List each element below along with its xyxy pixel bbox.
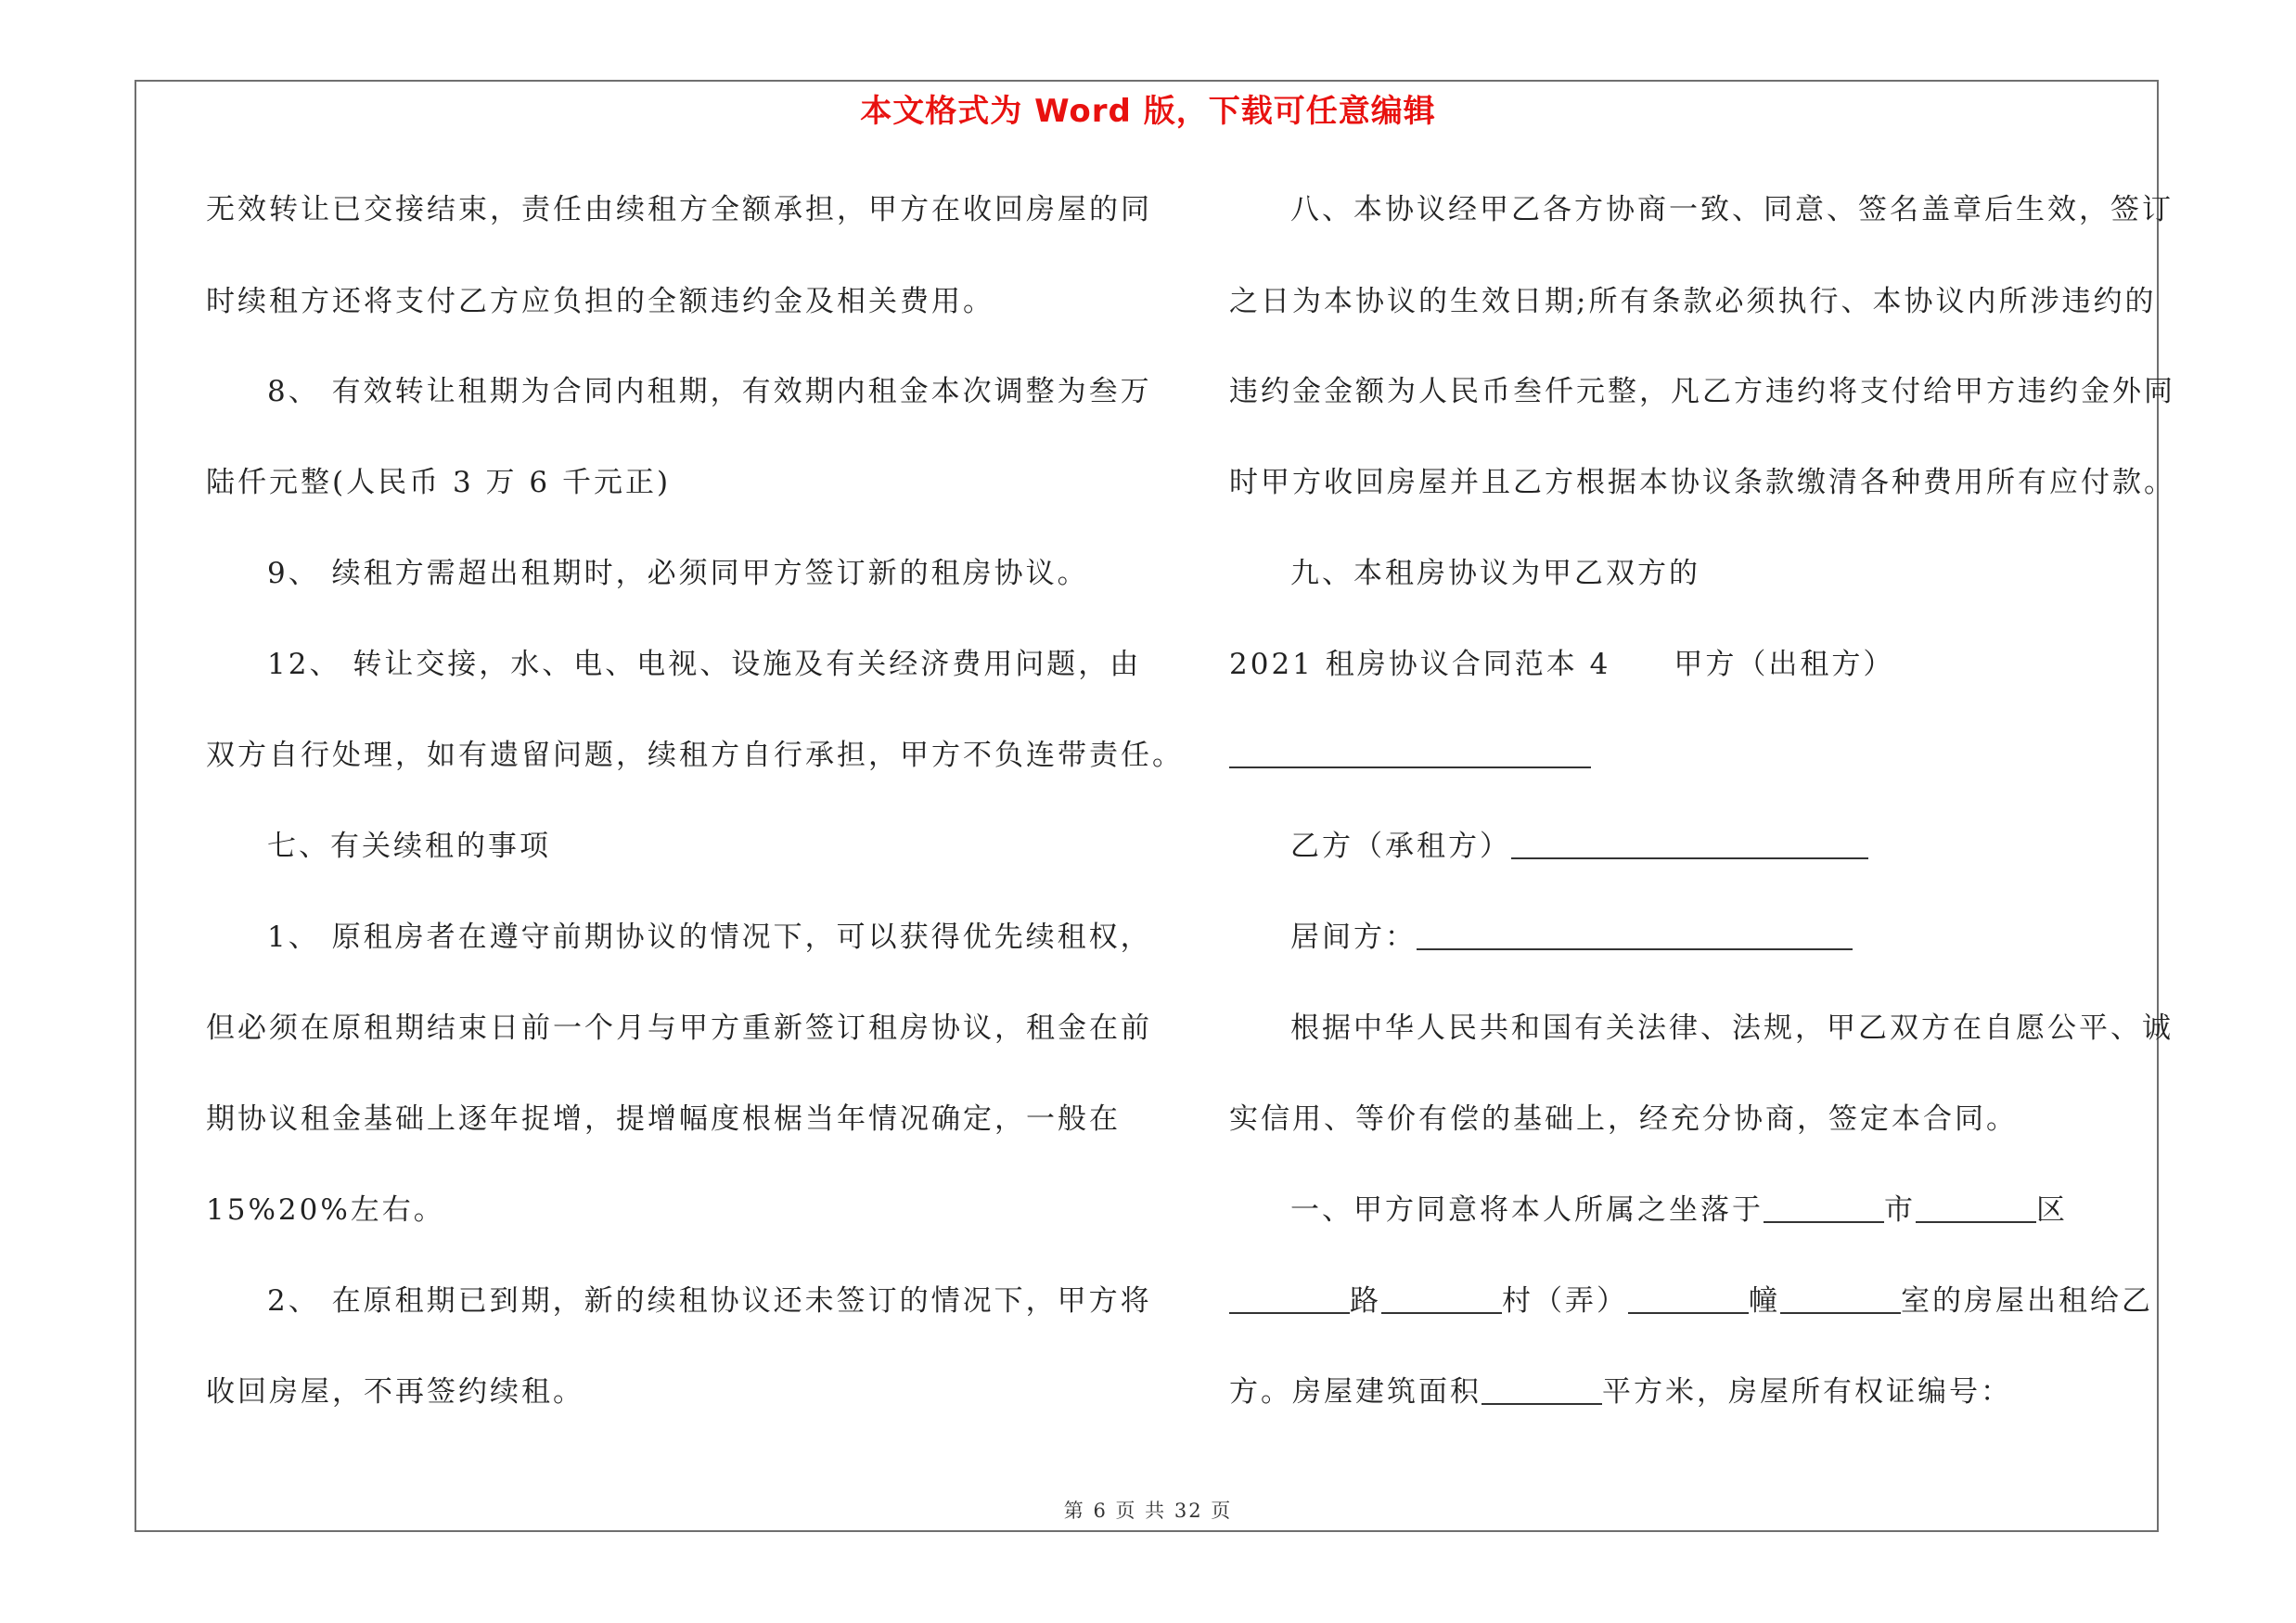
text-line: 8、 有效转让租期为合同内租期，有效期内租金本次调整为叁万 xyxy=(267,375,1152,408)
text-line: 15%20%左右。 xyxy=(206,1193,445,1227)
fill-blank[interactable] xyxy=(1417,921,1853,950)
text-line: 之日为本协议的生效日期;所有条款必须执行、本协议内所涉违约的 xyxy=(1229,285,2157,318)
text-line: 收回房屋，不再签约续租。 xyxy=(206,1375,584,1409)
clause-text: 方。房屋建筑面积 xyxy=(1229,1375,1481,1409)
text-line: 九、本租房协议为甲乙双方的 xyxy=(1290,557,1700,590)
clause-text: 区 xyxy=(2036,1193,2068,1227)
format-banner: 本文格式为 Word 版，下载可任意编辑 xyxy=(860,93,1436,130)
fill-blank[interactable] xyxy=(1381,1284,1502,1314)
contract-title-line: 2021 租房协议合同范本 4 甲方（出租方） xyxy=(1229,648,1895,681)
clause-text: 平方米，房屋所有权证编号： xyxy=(1602,1375,2012,1409)
party-b-line xyxy=(1290,828,1868,865)
text-line: 时续租方还将支付乙方应负担的全额违约金及相关费用。 xyxy=(206,285,994,318)
clause-text: 一、甲方同意将本人所属之坐落于 xyxy=(1290,1193,1764,1227)
broker-label: 居间方： xyxy=(1290,921,1417,954)
broker-line xyxy=(1290,919,1853,956)
fill-blank[interactable] xyxy=(1229,1284,1350,1314)
clause-text: 室的房屋出租给乙 xyxy=(1901,1284,2153,1318)
clause-text: 幢 xyxy=(1749,1284,1780,1318)
fill-blank[interactable] xyxy=(1628,1284,1749,1314)
fill-blank[interactable] xyxy=(1229,739,1591,768)
text-line: 根据中华人民共和国有关法律、法规，甲乙双方在自愿公平、诚 xyxy=(1290,1011,2174,1045)
clause-text: 市 xyxy=(1884,1193,1916,1227)
party-b-label: 乙方（承租方） xyxy=(1290,830,1511,863)
clause-line xyxy=(1290,1191,2068,1229)
text-line: 时甲方收回房屋并且乙方根据本协议条款缴清各种费用所有应付款。 xyxy=(1229,466,2175,499)
text-line: 9、 续租方需超出租期时，必须同甲方签订新的租房协议。 xyxy=(267,557,1089,590)
fill-blank[interactable] xyxy=(1481,1375,1602,1405)
section-heading: 七、有关续租的事项 xyxy=(267,830,551,863)
clause-text: 村（弄） xyxy=(1502,1284,1628,1318)
fill-blank[interactable] xyxy=(1764,1193,1884,1223)
text-line: 12、 转让交接，水、电、电视、设施及有关经济费用问题，由 xyxy=(267,648,1142,681)
text-line: 但必须在原租期结束日前一个月与甲方重新签订租房协议，租金在前 xyxy=(206,1011,1152,1045)
text-line: 1、 原租房者在遵守前期协议的情况下，可以获得优先续租权， xyxy=(267,921,1152,954)
text-line: 实信用、等价有偿的基础上，经充分协商，签定本合同。 xyxy=(1229,1102,2018,1136)
text-line: 2、 在原租期已到期，新的续租协议还未签订的情况下，甲方将 xyxy=(267,1284,1152,1318)
text-line: 违约金金额为人民币叁仟元整，凡乙方违约将支付给甲方违约金外同 xyxy=(1229,375,2175,408)
text-line: 八、本协议经甲乙各方协商一致、同意、签名盖章后生效，签订 xyxy=(1290,193,2174,226)
text-line: 双方自行处理，如有遗留问题，续租方自行承担，甲方不负连带责任。 xyxy=(206,739,1184,772)
text-line: 陆仟元整(人民币 3 万 6 千元正) xyxy=(206,466,672,499)
fill-blank[interactable] xyxy=(1780,1284,1901,1314)
page-number: 第 6 页 共 32 页 xyxy=(1063,1500,1233,1522)
clause-line xyxy=(1229,1373,2012,1410)
party-a-blank-line xyxy=(1229,737,1591,774)
text-line: 无效转让已交接结束，责任由续租方全额承担，甲方在收回房屋的同 xyxy=(206,193,1152,226)
fill-blank[interactable] xyxy=(1511,830,1868,859)
text-line: 期协议租金基础上逐年捉增，提增幅度根椐当年情况确定，一般在 xyxy=(206,1102,1121,1136)
clause-line xyxy=(1229,1282,2153,1320)
fill-blank[interactable] xyxy=(1916,1193,2036,1223)
clause-text: 路 xyxy=(1350,1284,1381,1318)
